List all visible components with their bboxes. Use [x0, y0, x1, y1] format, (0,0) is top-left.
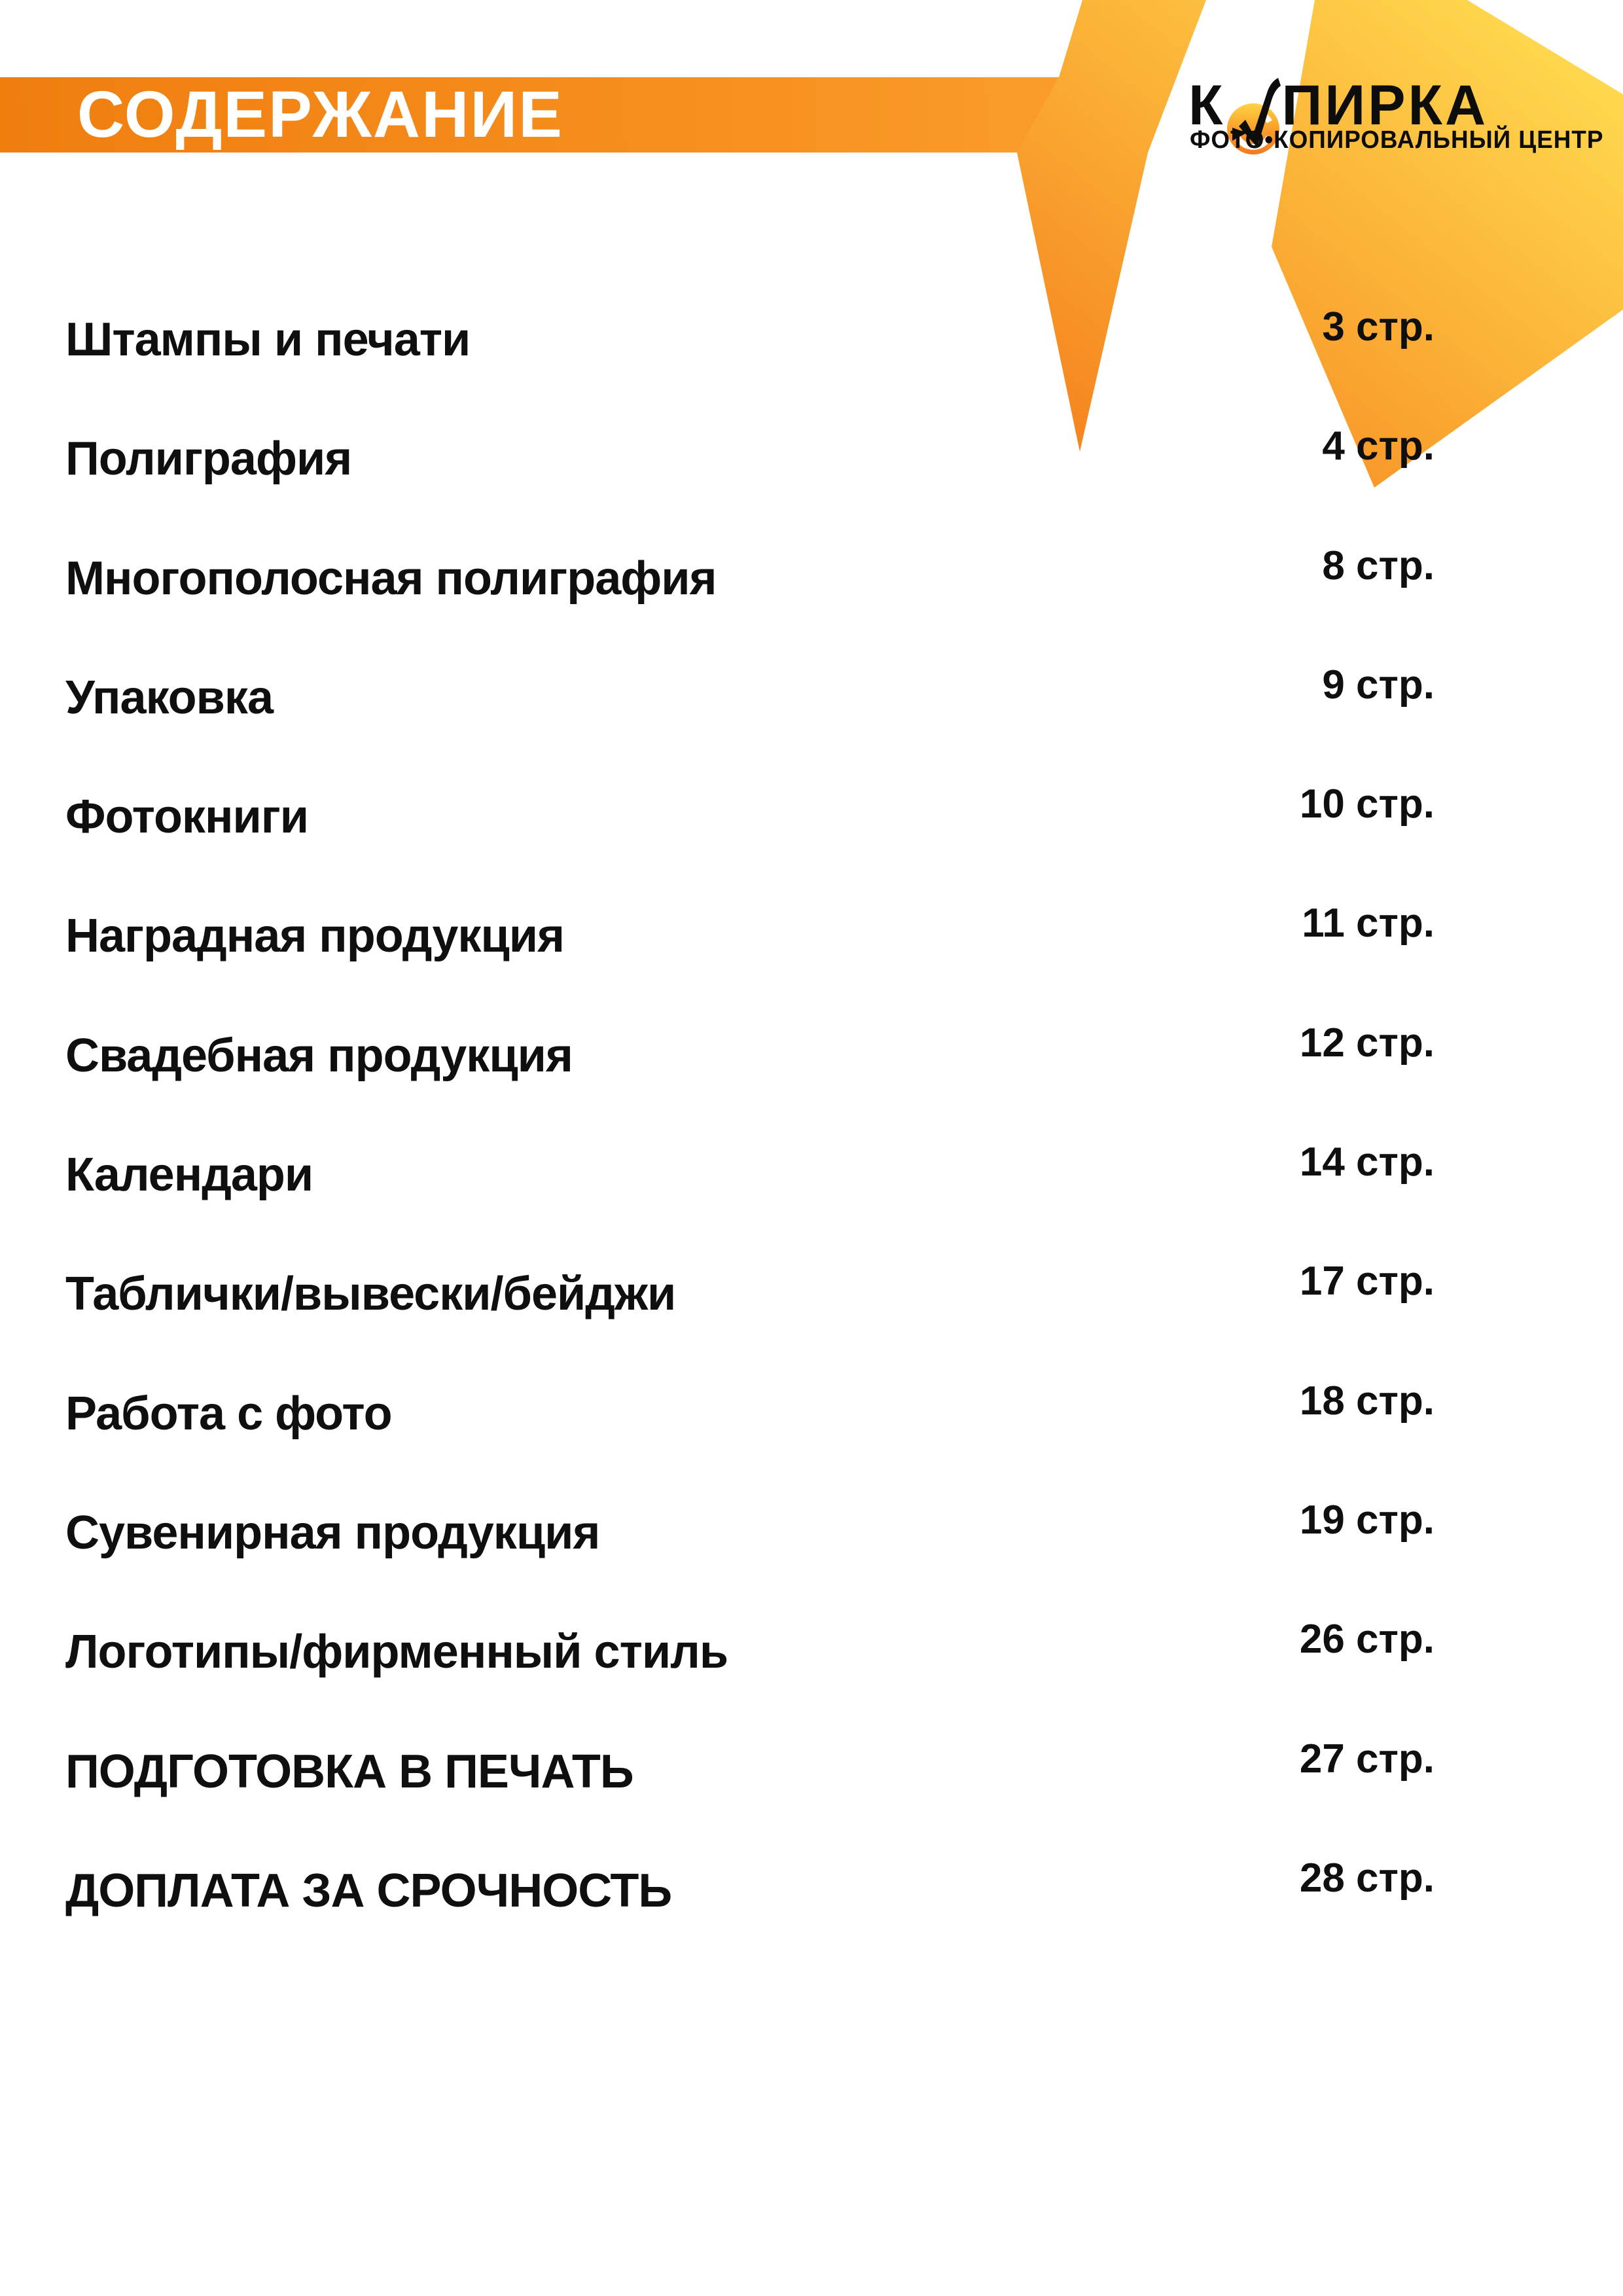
toc-item-page: 28 стр.: [1299, 1855, 1435, 1901]
toc-row: [65, 901, 1435, 1028]
toc-item-label: Фотокниги: [65, 791, 308, 844]
page-title: СОДЕРЖАНИЕ: [77, 78, 563, 151]
toc-row: [65, 1855, 1435, 1983]
toc-item-label: Штампы и печати: [65, 314, 471, 366]
toc-row: [65, 662, 1435, 790]
logo-letter-k: К: [1188, 74, 1226, 137]
logo-o-check-icon: [1227, 83, 1281, 124]
toc-row: [65, 423, 1435, 551]
toc-item-page: 11 стр.: [1302, 901, 1435, 946]
toc-item-label: Многополосная полиграфия: [65, 552, 717, 605]
toc-item-page: 26 стр.: [1299, 1617, 1435, 1662]
toc-row: [65, 1259, 1435, 1386]
toc-item-page: 8 стр.: [1322, 543, 1435, 588]
table-of-contents: [65, 304, 1435, 1983]
toc-row: [65, 1020, 1435, 1148]
toc-item-page: 19 стр.: [1299, 1497, 1435, 1543]
toc-row: [65, 1378, 1435, 1506]
toc-item-label: Календари: [65, 1149, 313, 1202]
toc-item-page: 4 стр.: [1322, 423, 1435, 469]
toc-item-page: 18 стр.: [1299, 1378, 1435, 1424]
toc-item-label: Полиграфия: [65, 433, 352, 486]
toc-row: [65, 1617, 1435, 1744]
toc-row: [65, 304, 1435, 432]
toc-row: [65, 1736, 1435, 1864]
toc-item-label: Упаковка: [65, 671, 273, 724]
toc-item-page: 17 стр.: [1299, 1259, 1435, 1304]
toc-item-page: 3 стр.: [1322, 304, 1435, 350]
toc-item-page: 9 стр.: [1322, 662, 1435, 708]
toc-item-page: 12 стр.: [1299, 1020, 1435, 1066]
toc-item-label: Таблички/вывески/бейджи: [65, 1268, 676, 1321]
toc-item-page: 27 стр.: [1299, 1736, 1435, 1782]
toc-item-label: Свадебная продукция: [65, 1029, 573, 1082]
logo-letters-pirka: ПИРКА: [1281, 74, 1489, 137]
toc-item-label: ДОПЛАТА ЗА СРОЧНОСТЬ: [65, 1864, 672, 1917]
toc-item-label: Логотипы/фирменный стиль: [65, 1626, 728, 1679]
toc-row: [65, 1139, 1435, 1267]
toc-item-page: 14 стр.: [1299, 1139, 1435, 1185]
toc-item-label: Наградная продукция: [65, 910, 564, 963]
toc-row: [65, 781, 1435, 909]
toc-row: [65, 1497, 1435, 1625]
toc-item-label: Сувенирная продукция: [65, 1506, 600, 1559]
toc-item-label: Работа с фото: [65, 1387, 392, 1440]
toc-item-page: 10 стр.: [1299, 781, 1435, 827]
logo-tagline: ФОТО•КОПИРОВАЛЬНЫЙ ЦЕНТР: [1190, 126, 1604, 154]
toc-item-label: ПОДГОТОВКА В ПЕЧАТЬ: [65, 1745, 633, 1798]
toc-row: [65, 543, 1435, 671]
